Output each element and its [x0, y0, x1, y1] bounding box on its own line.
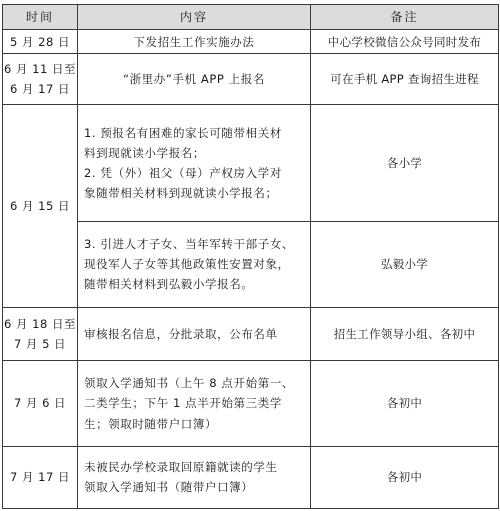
table-row	[3, 361, 499, 447]
header-row	[3, 5, 499, 30]
content-text: 3. 引进人才子女、当年军转干部子女、	[84, 237, 295, 252]
content-cell	[78, 30, 311, 54]
content-cell	[78, 361, 311, 447]
time-text: 6 月 17 日	[10, 82, 70, 97]
content-cell	[78, 221, 311, 308]
time-cell	[3, 361, 78, 447]
table-row	[3, 30, 499, 54]
content-text: 随带相关材料到弘毅小学报名。	[84, 277, 254, 292]
content-text: “浙里办”手机 APP 上报名	[123, 72, 265, 87]
header-content: 内容	[78, 5, 311, 30]
content-text: 领取入学通知书（随带户口簿）	[84, 480, 254, 495]
note-cell	[311, 361, 499, 447]
time-text: 5 月 28 日	[10, 34, 70, 49]
note-text: 各初中	[386, 470, 423, 485]
content-text: 现役军人子女等其他政策性安置对象，	[84, 257, 290, 272]
time-cell	[3, 30, 78, 54]
time-text: 6 月 18 日至	[4, 317, 76, 332]
content-cell	[78, 446, 311, 508]
table-row	[3, 446, 499, 508]
time-cell	[3, 446, 78, 508]
content-text: 下发招生工作实施办法	[133, 34, 255, 49]
table-row	[3, 308, 499, 361]
content-cell	[78, 105, 311, 221]
time-text: 7 月 17 日	[10, 470, 70, 485]
note-text: 中心学校微信公众号同时发布	[327, 34, 482, 49]
time-cell	[3, 308, 78, 361]
note-cell	[311, 221, 499, 308]
time-text: 7 月 6 日	[13, 396, 67, 411]
note-cell	[311, 30, 499, 54]
table-row	[3, 221, 499, 308]
content-text: 2. 凭（外）祖父（母）产权房入学对	[84, 165, 282, 180]
time-cell	[3, 54, 78, 105]
header-time: 时间	[3, 5, 78, 30]
content-text: 象随带相关材料到现就读小学报名；	[84, 186, 278, 201]
time-text: 6 月 15 日	[10, 199, 70, 214]
time-text: 7 月 5 日	[13, 337, 67, 352]
table-row	[3, 54, 499, 105]
content-text: 料到现就读小学报名；	[84, 145, 205, 160]
schedule-table	[2, 4, 499, 509]
note-cell	[311, 105, 499, 221]
note-text: 各小学	[386, 155, 423, 170]
content-text: 审核报名信息，分批录取，公布名单	[84, 327, 278, 342]
time-text: 6 月 11 日至	[4, 62, 76, 77]
note-text: 各初中	[386, 396, 423, 411]
table-row	[3, 105, 499, 221]
header-note: 备注	[311, 5, 499, 30]
note-text: 弘毅小学	[380, 257, 429, 272]
note-cell	[311, 54, 499, 105]
content-text: 二类学生；下午 1 点半开始第三类学	[84, 396, 282, 411]
content-cell	[78, 308, 311, 361]
content-text: 领取入学通知书（上午 8 点开始第一、	[84, 376, 295, 391]
note-cell	[311, 446, 499, 508]
note-text: 招生工作领导小组、各初中	[333, 327, 476, 342]
time-cell	[3, 105, 78, 308]
content-cell	[78, 54, 311, 105]
note-cell	[311, 308, 499, 361]
content-text: 1. 预报名有困难的家长可随带相关材	[84, 125, 282, 140]
content-text: 生；领取时随带户口簿）	[84, 416, 218, 431]
note-text: 可在手机 APP 查询招生进程	[330, 72, 479, 87]
content-text: 未被民办学校录取回原籍就读的学生	[84, 460, 278, 475]
